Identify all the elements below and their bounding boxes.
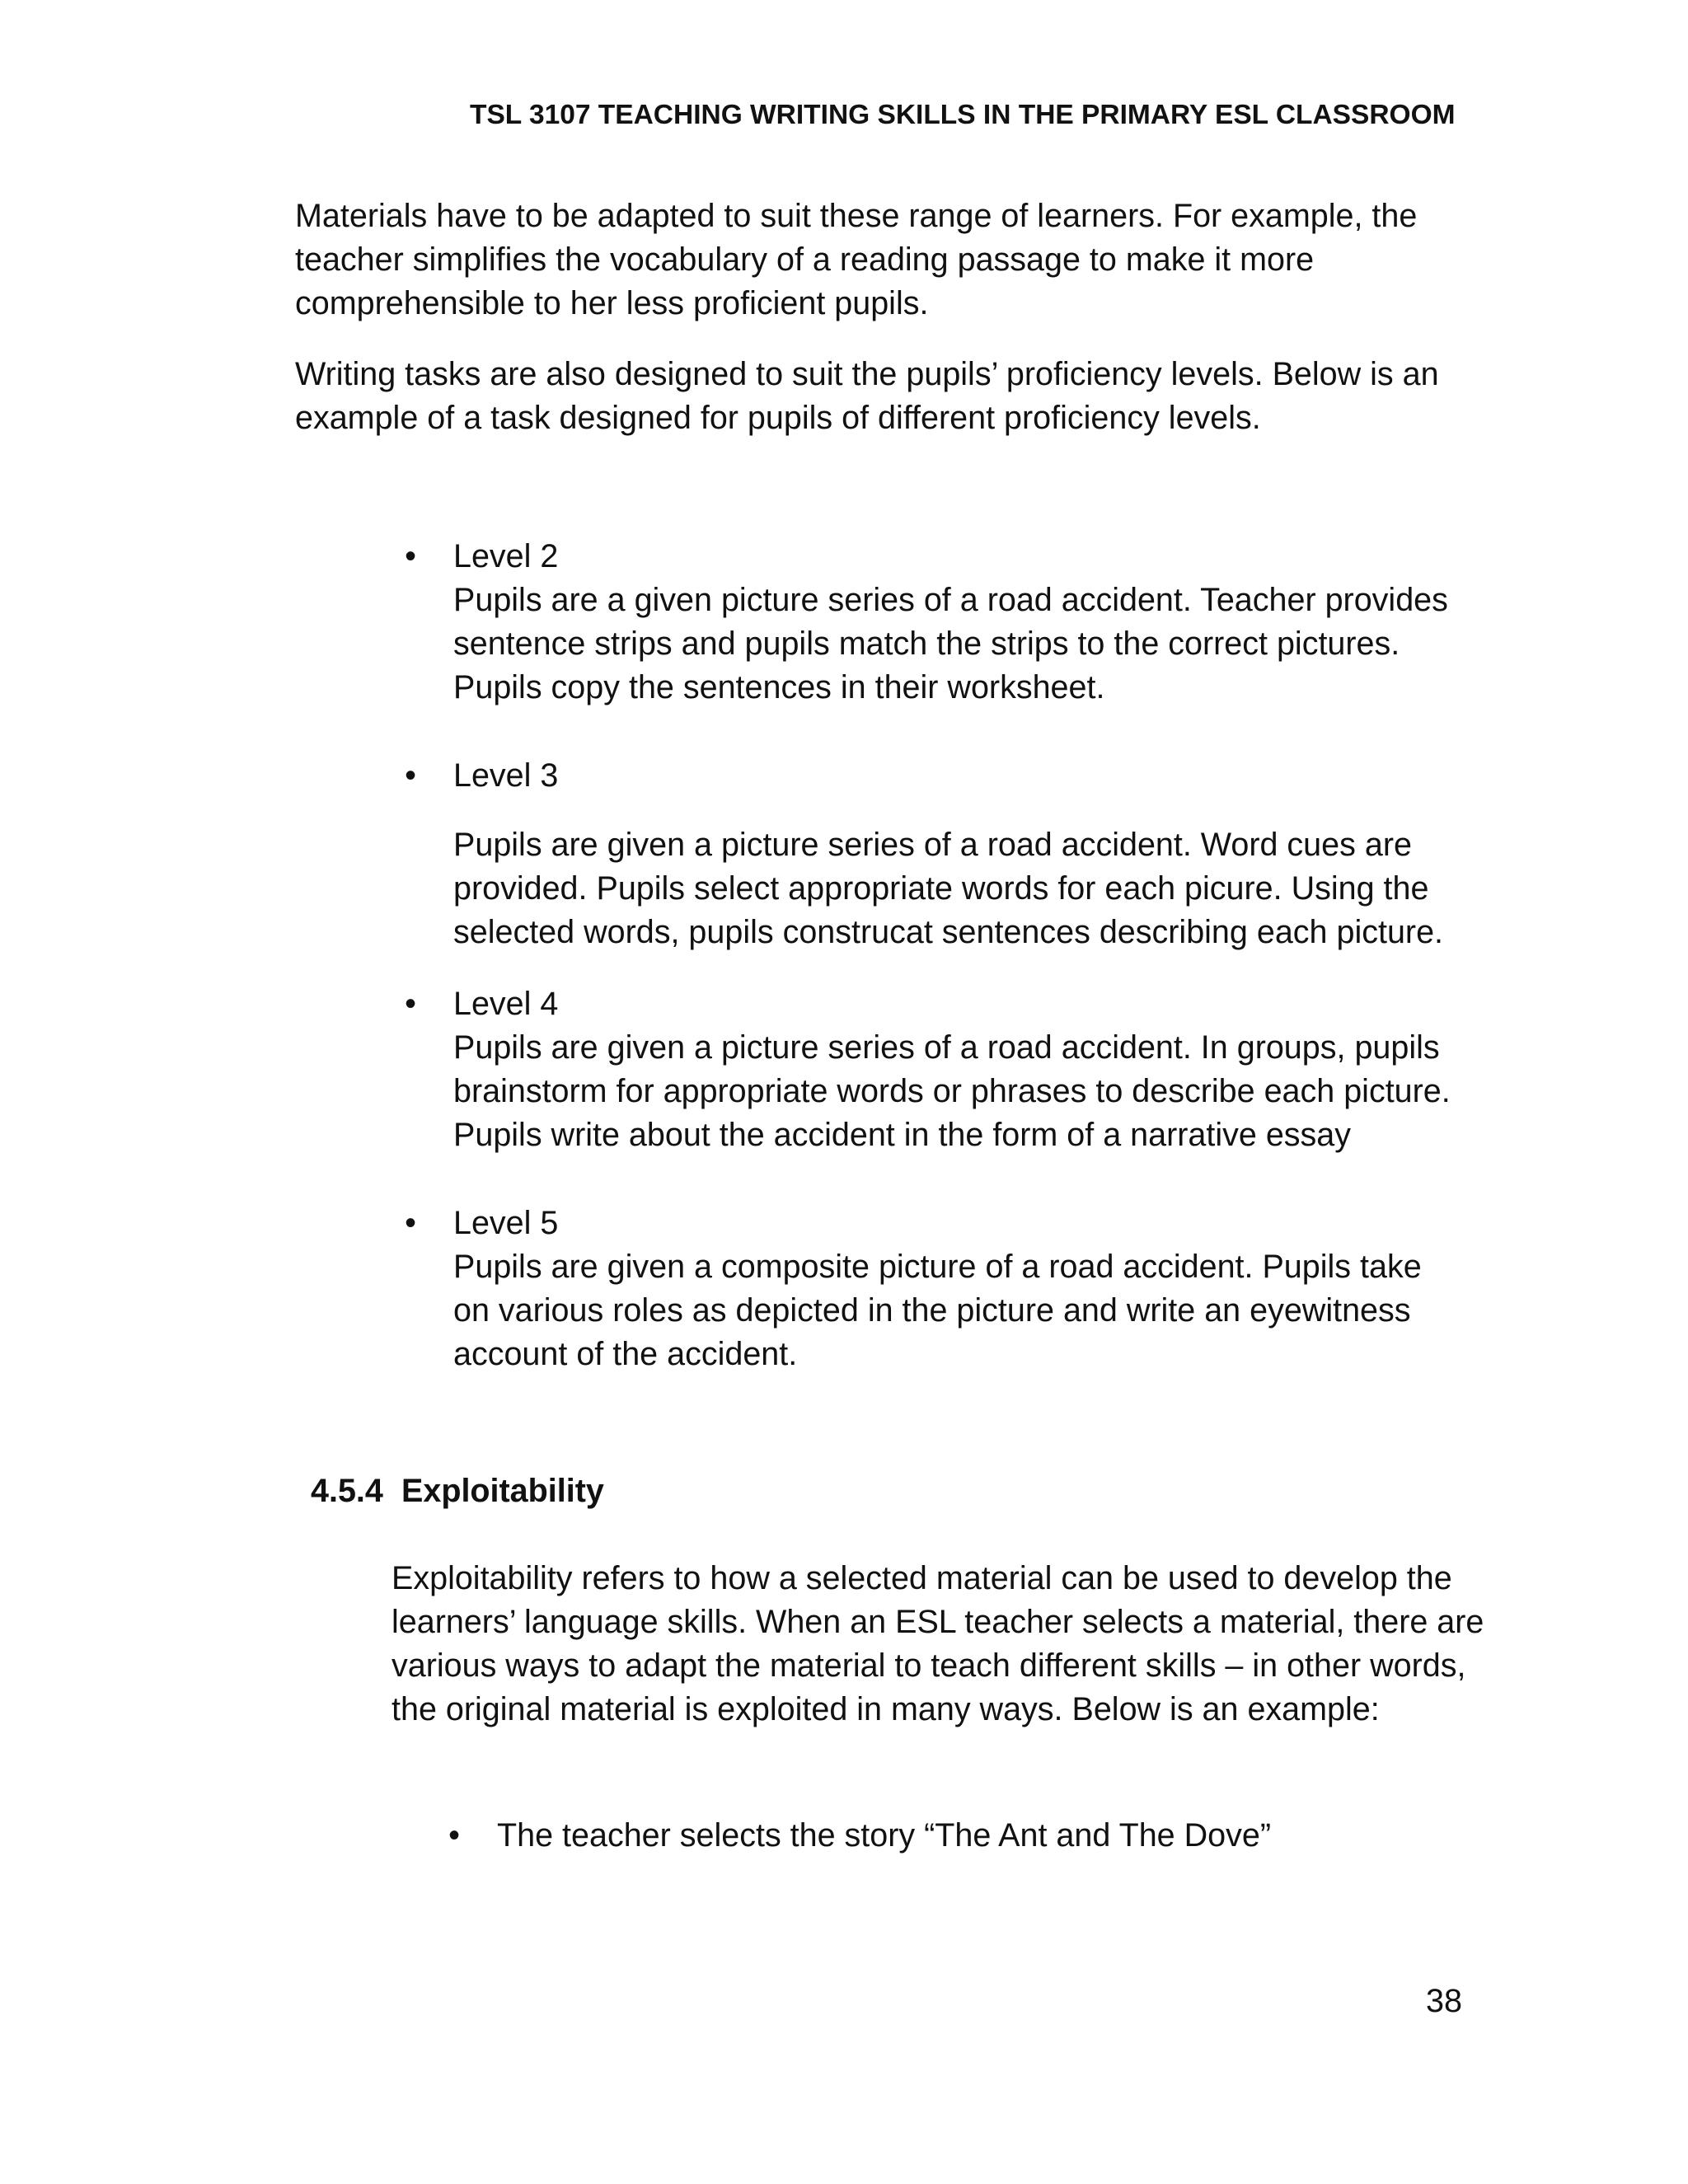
level-4-line-1: Pupils are given a picture series of a road accident. In groups, pupils [453, 1029, 1440, 1066]
level-4-line-2: brainstorm for appropriate words or phrases to describe each picture. [453, 1073, 1451, 1109]
list-item-level-3 [453, 823, 1492, 954]
level-3-line-1: Pupils are given a picture series of a road accident. Word cues are [453, 827, 1412, 863]
bullet-story: • [448, 1817, 460, 1854]
level-2-title: Level 2 [453, 538, 559, 574]
section-title: Exploitability [401, 1473, 604, 1509]
bullet-level-5: • [405, 1205, 416, 1241]
paragraph-materials: Materials have to be adapted to suit these range of learners. For example, the teacher simplifies the vocabulary of a reading passage to make it more comprehensible to her less proficient pupils. [295, 198, 1418, 321]
story-bullet-text: The teacher selects the story “The Ant and The Dove” [497, 1817, 1271, 1854]
level-2-line-2: sentence strips and pupils match the strips to the correct pictures. [453, 626, 1400, 662]
bullet-level-4: • [405, 986, 416, 1022]
list-item-level-4 [453, 982, 1492, 1157]
paragraph-writing-tasks: Writing tasks are also designed to suit the pupils’ proficiency levels. Below is an example of a task designed for pupils of different proficiency levels. [295, 356, 1439, 436]
list-item-level-5 [453, 1202, 1492, 1376]
list-item-level-2 [453, 535, 1492, 710]
level-5-line-1: Pupils are given a composite picture of a road accident. Pupils take [453, 1249, 1422, 1285]
section-body: Exploitability refers to how a selected material can be used to develop the learners’ language skills. When an ESL teacher selects a material, there are various ways to adapt the material to teach different skills – in other words, the original material is exploited in many ways. Below is an example: [392, 1560, 1484, 1727]
section-heading [311, 1469, 604, 1513]
page-number: 38 [1426, 1983, 1462, 2019]
level-2-line-1: Pupils are a given picture series of a road accident. Teacher provides [453, 582, 1448, 618]
level-4-title: Level 4 [453, 986, 559, 1022]
level-3-title: Level 3 [453, 757, 559, 794]
bullet-level-2: • [405, 538, 416, 574]
bullet-level-3: • [405, 757, 416, 794]
page-header: TSL 3107 TEACHING WRITING SKILLS IN THE PRIMARY ESL CLASSROOM [470, 100, 1456, 130]
level-3-line-3: selected words, pupils construcat sentences describing each picture. [453, 914, 1444, 950]
level-2-line-3: Pupils copy the sentences in their worksheet. [453, 669, 1105, 705]
level-3-line-2: provided. Pupils select appropriate words for each picure. Using the [453, 870, 1429, 907]
level-5-line-3: account of the accident. [453, 1336, 798, 1372]
level-4-line-3: Pupils write about the accident in the form of a narrative essay [453, 1117, 1352, 1153]
level-5-line-2: on various roles as depicted in the picture and write an eyewitness [453, 1292, 1411, 1329]
level-5-title: Level 5 [453, 1205, 559, 1241]
section-number: 4.5.4 [311, 1473, 383, 1509]
